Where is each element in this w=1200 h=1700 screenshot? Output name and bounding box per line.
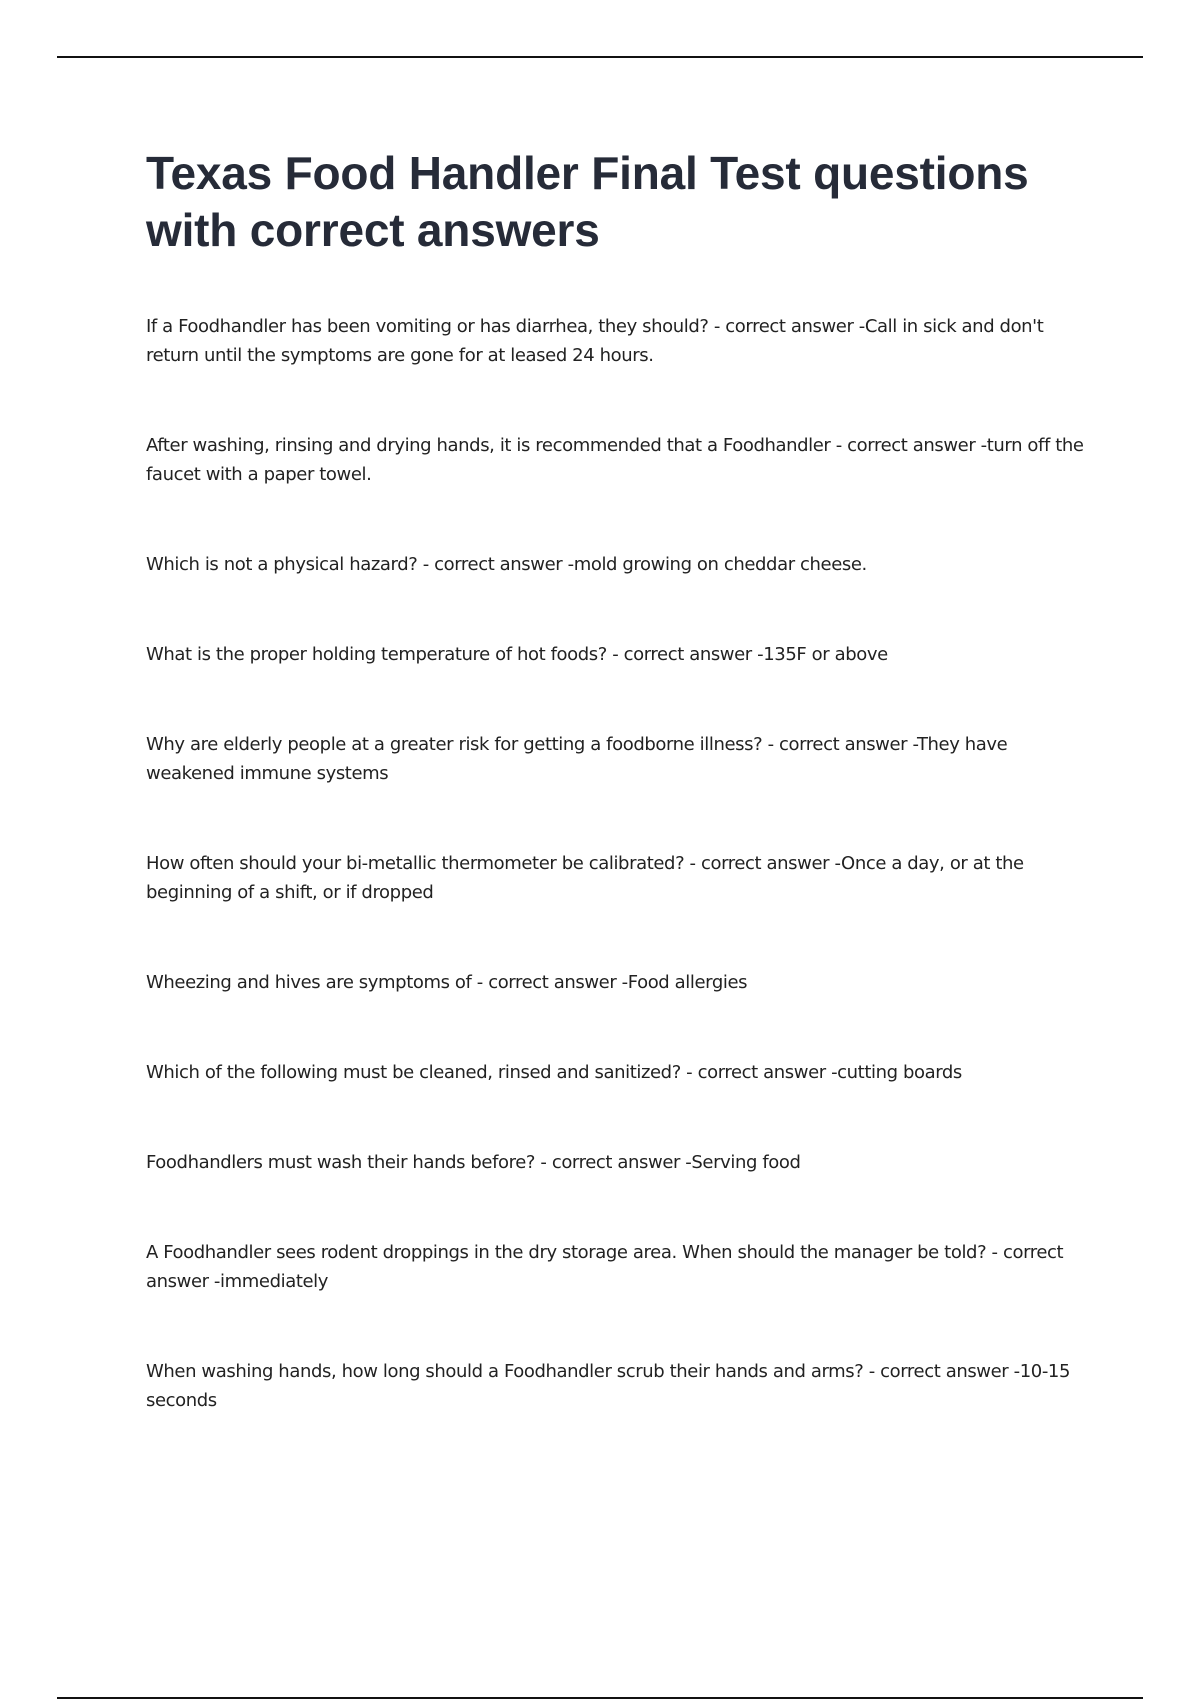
qa-item: [146, 849, 1096, 907]
qa-text: A Foodhandler sees rodent droppings in the dry storage area. When should the manager be told? - correct answer -immediately: [146, 1242, 1064, 1292]
qa-item: [146, 550, 1096, 579]
qa-text: Why are elderly people at a greater risk for getting a foodborne illness? - correct answer -They have weakened immune systems: [146, 734, 1008, 784]
qa-item: [146, 1148, 1096, 1177]
qa-item: [146, 1058, 1096, 1087]
qa-text: When washing hands, how long should a Foodhandler scrub their hands and arms? - correct answer -10-15 seconds: [146, 1361, 1071, 1411]
qa-text: Which of the following must be cleaned, rinsed and sanitized? - correct answer -cutting boards: [146, 1062, 962, 1083]
qa-text: After washing, rinsing and drying hands, it is recommended that a Foodhandler - correct answer -turn off the faucet with a paper towel.: [146, 435, 1084, 485]
qa-item: [146, 968, 1096, 997]
top-divider: [57, 56, 1143, 58]
qa-item: [146, 640, 1096, 669]
qa-text: Which is not a physical hazard? - correct answer -mold growing on cheddar cheese.: [146, 554, 867, 575]
document-title: Texas Food Handler Final Test questions with correct answers: [146, 147, 1029, 256]
qa-list: [146, 312, 1096, 1415]
bottom-divider: [57, 1697, 1143, 1699]
qa-item: [146, 730, 1096, 788]
qa-item: [146, 431, 1096, 489]
qa-text: What is the proper holding temperature of hot foods? - correct answer -135F or above: [146, 644, 888, 665]
qa-item: [146, 312, 1096, 370]
qa-item: [146, 1238, 1096, 1296]
qa-text: Foodhandlers must wash their hands before? - correct answer -Serving food: [146, 1152, 801, 1173]
qa-text: If a Foodhandler has been vomiting or has diarrhea, they should? - correct answer -Call in sick and don't return until the symptoms are gone for at leased 24 hours.: [146, 316, 1044, 366]
document-body: [146, 145, 1096, 1476]
qa-text: Wheezing and hives are symptoms of - correct answer -Food allergies: [146, 972, 748, 993]
qa-item: [146, 1357, 1096, 1415]
qa-text: How often should your bi-metallic thermometer be calibrated? - correct answer -Once a day, or at the beginning of a shift, or if dropped: [146, 853, 1024, 903]
